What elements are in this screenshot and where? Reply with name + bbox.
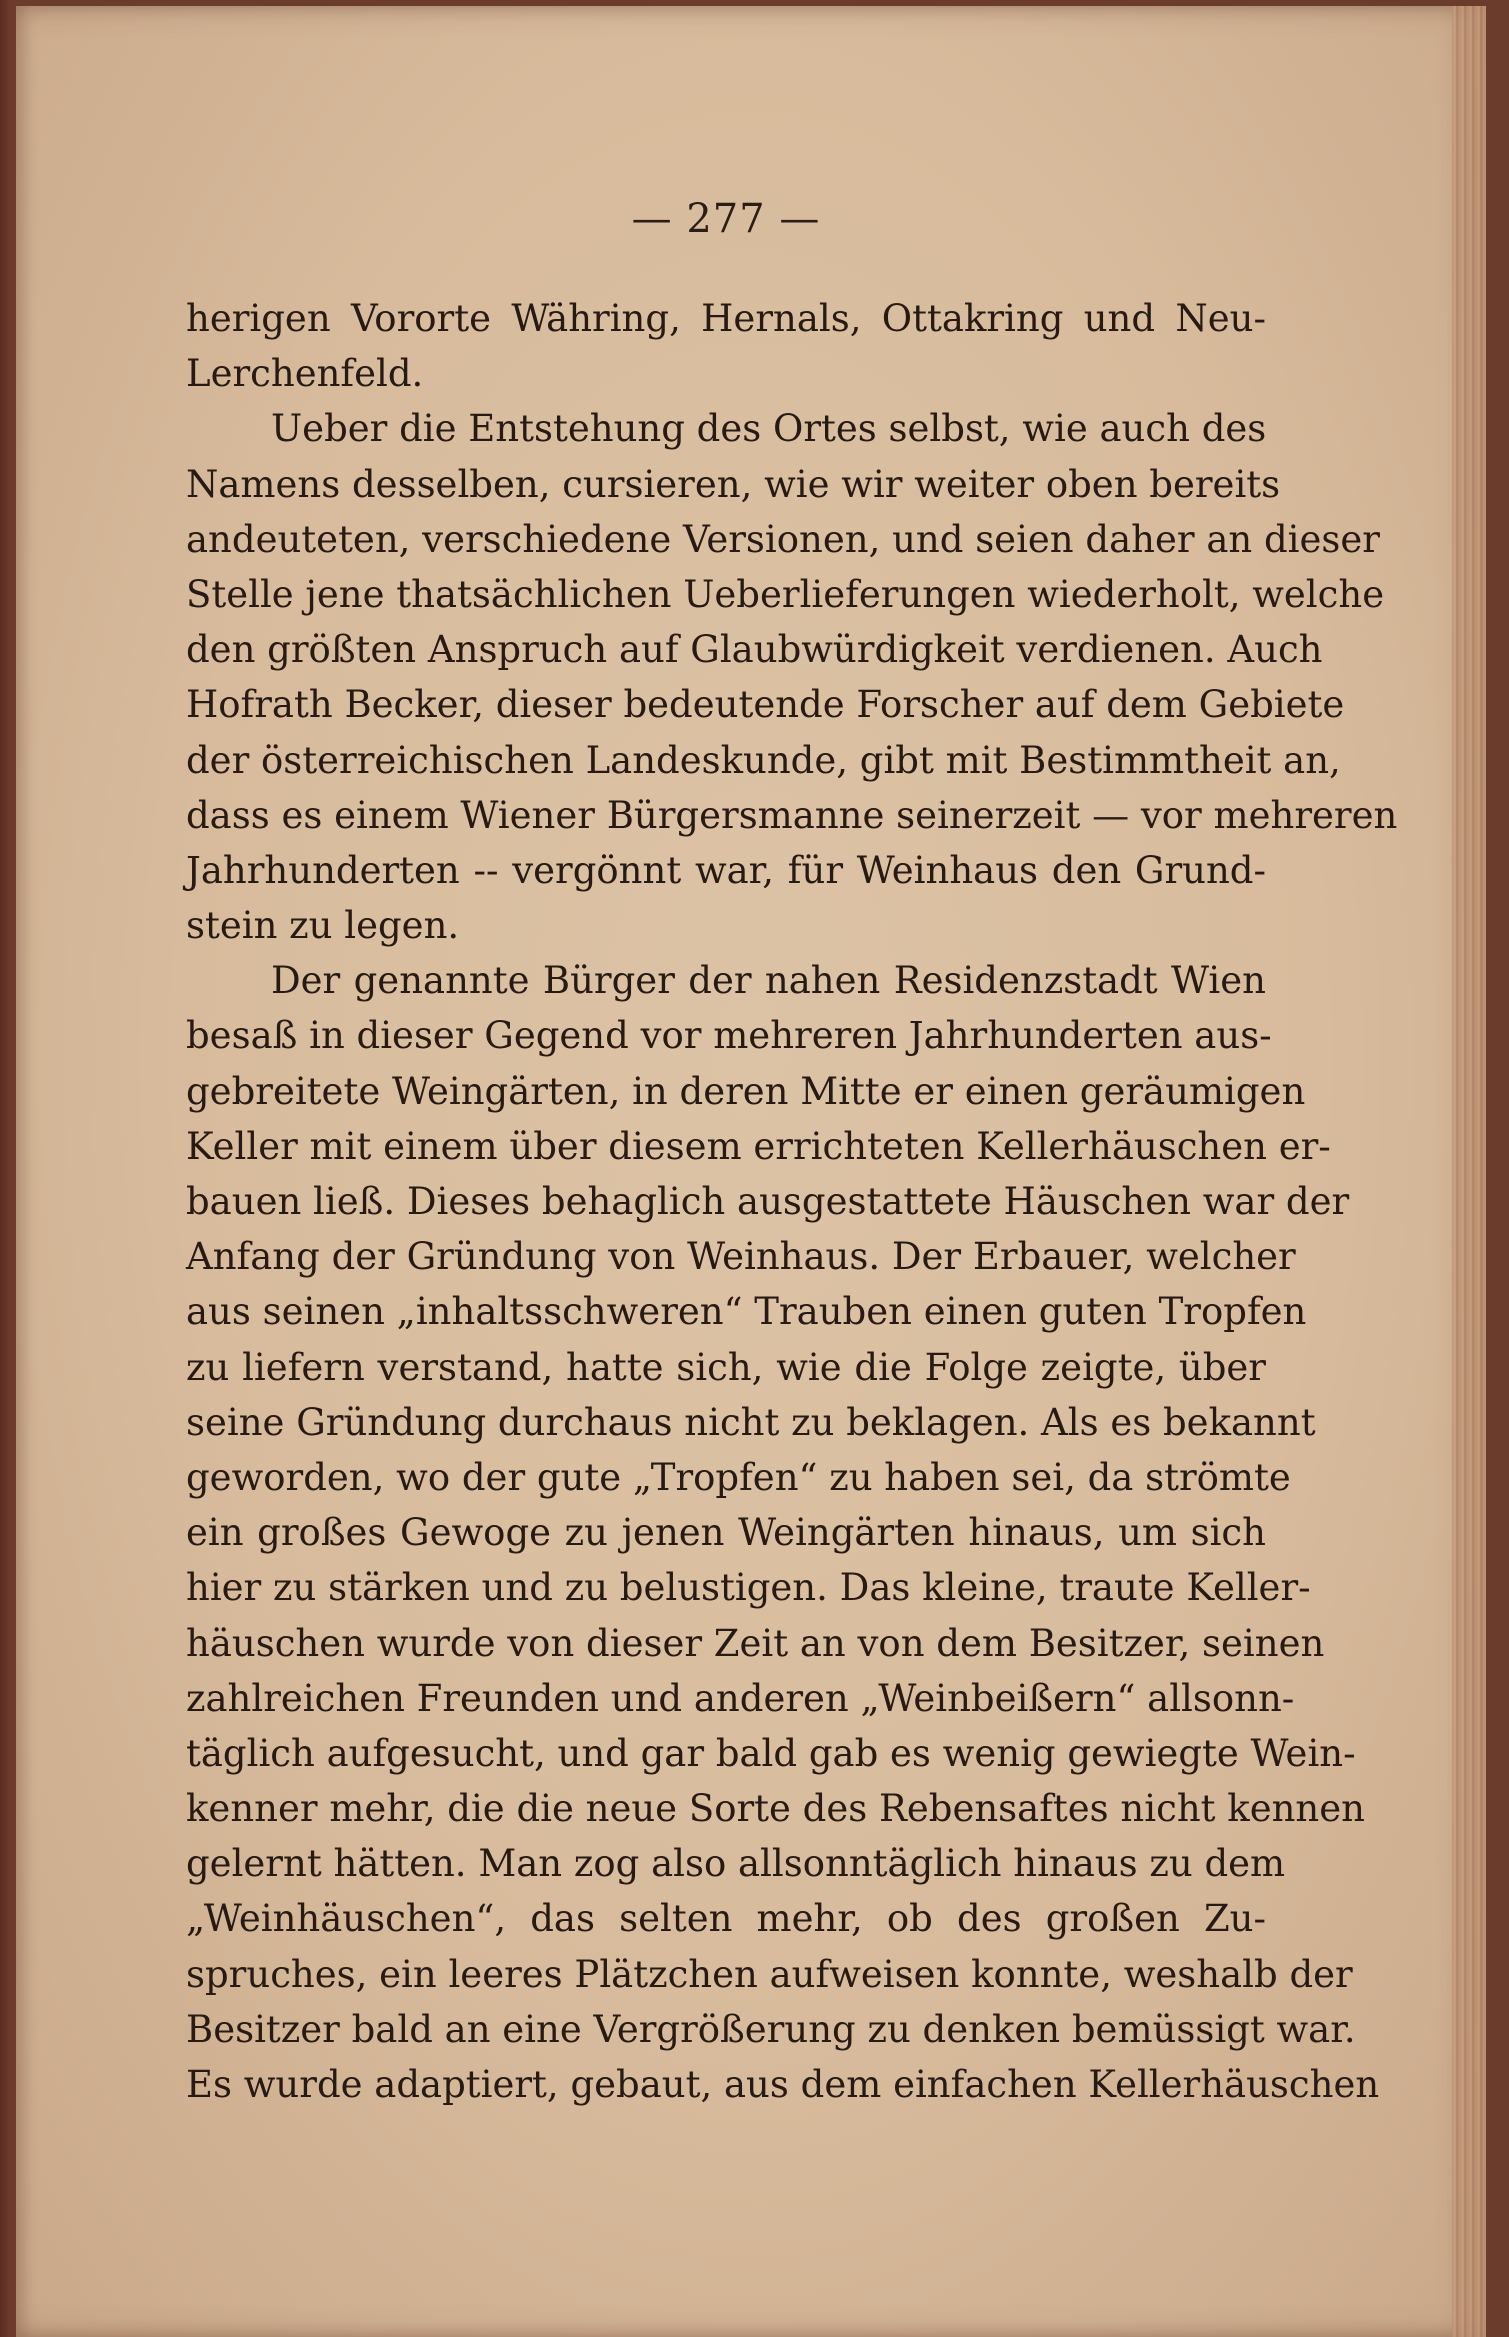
page-edge [1452,6,1486,2337]
text-line: häuschen wurde von dieser Zeit an von dem Besitzer, seinen [186,1621,1325,1665]
text-line: kenner mehr, die die neue Sorte des Rebensaftes nicht kennen [186,1787,1365,1831]
text-line: aus seinen „inhaltsschweren“ Trauben einen guten Tropfen [186,1290,1307,1334]
text-line: Namens desselben, cursieren, wie wir weiter oben bereits [186,462,1281,506]
text-line: den größten Anspruch auf Glaubwürdigkeit verdienen. Auch [186,628,1323,672]
body-text [186,291,1398,2112]
text-line: besaß in dieser Gegend vor mehreren Jahrhunderten aus- [186,1014,1272,1058]
text-line: täglich aufgesucht, und gar bald gab es wenig gewiegte Wein- [186,1731,1356,1775]
text-line: der österreichischen Landeskunde, gibt mit Bestimmtheit an, [186,738,1341,782]
page-number: — 277 — [631,196,821,242]
text-line: Jahrhunderten -- vergönnt war, für Weinhaus den Grund- [186,848,1266,892]
text-line: gelernt hätten. Man zog also allsonntäglich hinaus zu dem [186,1842,1286,1886]
text-line: zahlreichen Freunden und anderen „Weinbeißern“ allsonn- [186,1676,1295,1720]
text-line: andeuteten, verschiedene Versionen, und seien daher an dieser [186,517,1380,561]
book-page [16,6,1486,2337]
text-line: Lerchenfeld. [186,352,424,396]
text-line: spruches, ein leeres Plätzchen aufweisen konnte, weshalb der [186,1952,1353,1996]
text-line: Besitzer bald an eine Vergrößerung zu denken bemüssigt war. [186,2007,1356,2051]
text-line: dass es einem Wiener Bürgersmanne seinerzeit — vor mehreren [186,793,1398,837]
text-line: zu liefern verstand, hatte sich, wie die Folge zeigte, über [186,1345,1266,1389]
text-line: gebreitete Weingärten, in deren Mitte er einen geräumigen [186,1069,1306,1113]
text-line: Es wurde adaptiert, gebaut, aus dem einfachen Kellerhäuschen [186,2063,1380,2106]
text-line: Keller mit einem über diesem errichteten Kellerhäuschen er- [186,1124,1331,1168]
text-line: Anfang der Gründung von Weinhaus. Der Erbauer, welcher [186,1235,1296,1279]
text-line: „Weinhäuschen“, das selten mehr, ob des großen Zu- [186,1897,1266,1941]
text-line: stein zu legen. [186,904,460,948]
text-line: Ueber die Entstehung des Ortes selbst, wie auch des [271,407,1267,451]
text-line: herigen Vororte Währing, Hernals, Ottakring und Neu- [186,297,1266,340]
text-line: bauen ließ. Dieses behaglich ausgestattete Häuschen war der [186,1180,1350,1223]
text-line: Der genannte Bürger der nahen Residenzstadt Wien [271,959,1266,1003]
text-line: geworden, wo der gute „Tropfen“ zu haben sei, da strömte [186,1455,1291,1499]
text-line: ein großes Gewoge zu jenen Weingärten hinaus, um sich [186,1511,1266,1555]
text-line: seine Gründung durchaus nicht zu beklagen. Als es bekannt [186,1400,1316,1444]
text-line: hier zu stärken und zu belustigen. Das kleine, traute Keller- [186,1566,1311,1610]
text-line: Hofrath Becker, dieser bedeutende Forscher auf dem Gebiete [186,683,1345,727]
text-line: Stelle jene thatsächlichen Ueberlieferungen wiederholt, welche [186,572,1385,616]
